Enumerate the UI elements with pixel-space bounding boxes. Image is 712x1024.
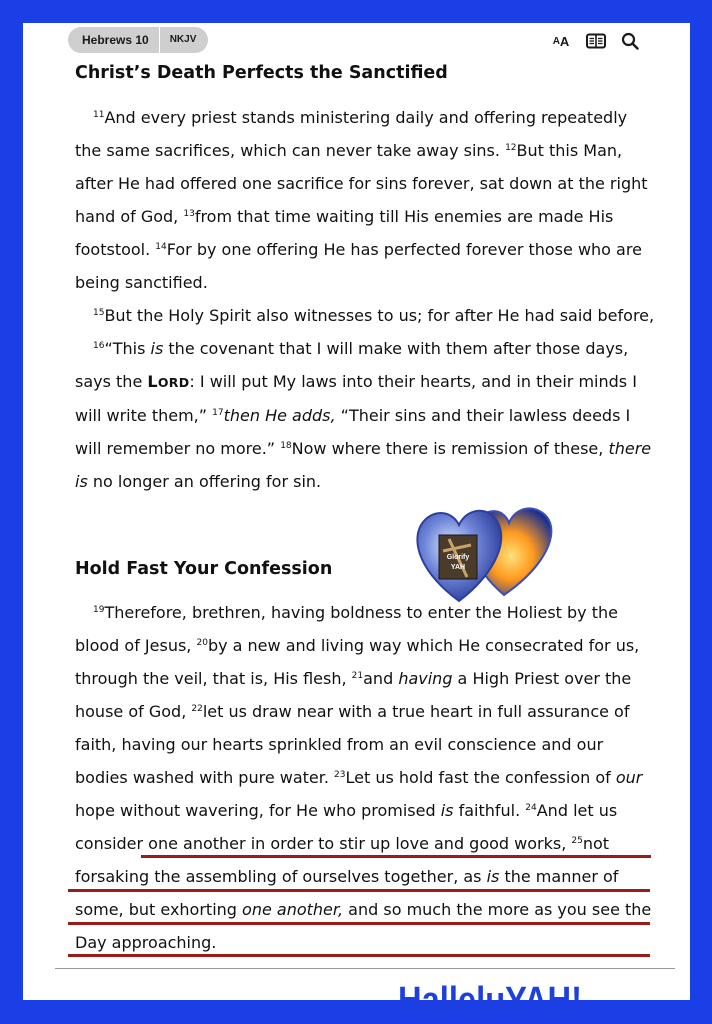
verse-number[interactable]: 24	[525, 803, 537, 813]
verse-text: let us draw near with a true heart in full assurance of faith, having our hearts sprinkled from an evil conscience and our bodies washed with pure water.	[75, 702, 630, 787]
section-heading-1: Christ’s Death Perfects the Sanctified	[75, 63, 448, 83]
verse-text: And every priest stands ministering daily and offering repeatedly the same sacrifices, which can never take away sins.	[75, 108, 628, 160]
verse-text-italic: having	[398, 669, 453, 688]
verse-text-italic: there is	[75, 439, 652, 491]
book-icon[interactable]	[584, 31, 608, 51]
verse-text: : I will put My laws into their hearts, and in their minds I will write them,”	[75, 372, 637, 425]
reader-page	[23, 23, 690, 1022]
paragraph	[75, 299, 655, 332]
verse-number[interactable]: 16	[93, 341, 105, 351]
bottom-divider	[55, 968, 675, 969]
verse-number[interactable]: 25	[571, 836, 583, 846]
section-heading-2: Hold Fast Your Confession	[75, 559, 333, 579]
text-size-icon[interactable]	[550, 31, 572, 51]
verse-number[interactable]: 17	[212, 408, 224, 418]
text-size-small-a: A	[552, 35, 560, 47]
verse-text: Therefore, brethren, having boldness to enter the Holiest by the blood of Jesus,	[75, 603, 618, 655]
hearts-sticker	[409, 493, 559, 605]
verse-text: And let us consider one another in order to stir up love and good works,	[75, 801, 618, 853]
verse-number[interactable]: 14	[155, 242, 167, 252]
verse-number[interactable]: 11	[93, 110, 105, 120]
text-size-large-a: A	[559, 33, 570, 49]
underline-annotation	[68, 889, 650, 892]
verse-number[interactable]: 23	[334, 770, 346, 780]
verse-text: and so much the more as you see the Day approaching.	[75, 900, 652, 952]
verse-text-italic: one another,	[242, 900, 344, 919]
verse-text: But this Man, after He had offered one sacrifice for sins forever, sat down at the right hand of God,	[75, 141, 648, 226]
section-2-body	[75, 596, 655, 959]
verse-text: the manner of some, but exhorting	[75, 867, 619, 919]
section-1-body	[75, 101, 655, 498]
verse-number[interactable]: 21	[351, 671, 364, 681]
verse-text: But the Holy Spirit also witnesses to us; for after He had said before,	[104, 306, 655, 325]
underline-annotation	[141, 855, 651, 858]
underline-annotation	[68, 922, 650, 925]
heart-caption-2: YAH	[450, 564, 466, 571]
lord-initial: L	[147, 372, 158, 391]
lord-rest: ORD	[157, 375, 190, 390]
halleluyah-banner: HalleluYAH!	[398, 980, 583, 1022]
toolbar	[23, 23, 690, 59]
lord-smallcaps	[147, 372, 190, 391]
book-chapter-button[interactable]: Hebrews 10	[82, 33, 149, 47]
verse-text: the covenant that I will make with them after those days, says the	[75, 339, 629, 391]
verse-number[interactable]: 19	[93, 605, 105, 615]
version-button[interactable]: NKJV	[169, 34, 197, 45]
paragraph	[75, 596, 655, 959]
verse-number[interactable]: 15	[93, 308, 105, 318]
search-icon[interactable]	[618, 31, 642, 51]
paragraph	[75, 332, 655, 498]
underline-annotation	[68, 954, 650, 957]
verse-text: For by one offering He has perfected forever those who are being sanctified.	[75, 240, 642, 292]
verse-number[interactable]: 18	[280, 441, 292, 451]
verse-text: a High Priest over the house of God,	[75, 669, 632, 721]
verse-text: and	[363, 669, 399, 688]
verse-number[interactable]: 22	[191, 704, 203, 714]
verse-number[interactable]: 12	[505, 143, 517, 153]
verse-text-italic: then He adds,	[223, 406, 336, 425]
verse-text: no longer an offering for sin.	[87, 472, 322, 491]
verse-text-italic: is	[150, 339, 164, 358]
verse-text: “Their sins and their lawless deeds I will remember no more.”	[75, 406, 631, 458]
verse-text: “This	[104, 339, 151, 358]
verse-text: Now where there is remission of these,	[291, 439, 609, 458]
verse-number[interactable]: 20	[196, 638, 208, 648]
verse-number[interactable]: 13	[183, 209, 195, 219]
verse-text: by a new and living way which He consecrated for us, through the veil, that is, His flesh,	[75, 636, 640, 688]
verse-text-italic: our	[615, 768, 643, 787]
paragraph	[75, 101, 655, 299]
verse-text: from that time waiting till His enemies are made His footstool.	[75, 207, 614, 259]
verse-text-italic: is	[440, 801, 454, 820]
verse-text: hope without wavering, for He who promised	[75, 801, 441, 820]
verse-text: not forsaking the assembling of ourselves together, as	[75, 834, 610, 886]
verse-text-italic: is	[486, 867, 500, 886]
heart-caption-1: Glorify	[446, 554, 470, 561]
verse-text: faithful.	[453, 801, 526, 820]
book-version-selector[interactable]	[68, 27, 208, 53]
verse-text: Let us hold fast the confession of	[345, 768, 616, 787]
